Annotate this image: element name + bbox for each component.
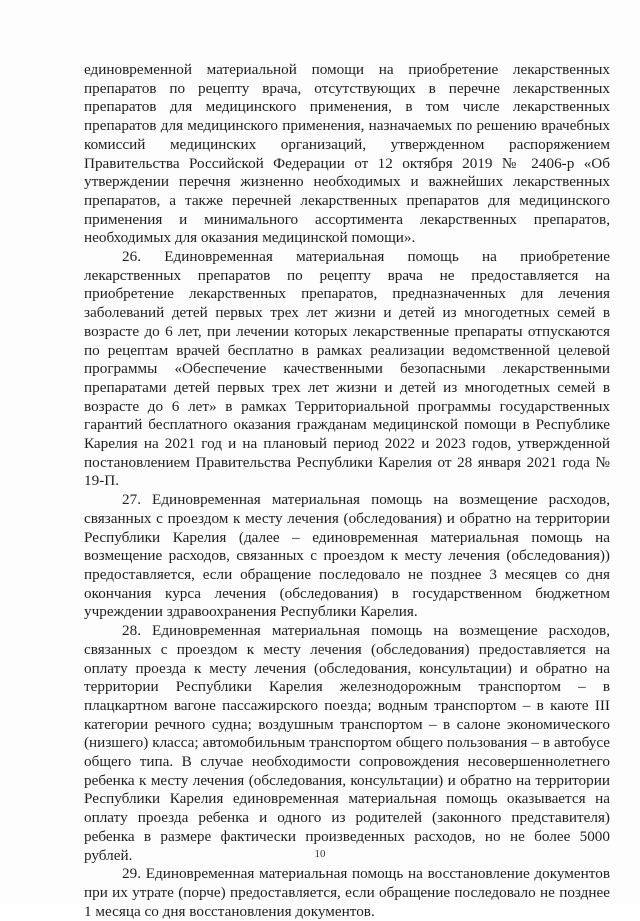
paragraph-item-27: 27. Единовременная материальная помощь на возмещение расходов, связанных с проездом к месту лечения (обследования) и обратно на территории Республики Карелия (далее – единовременная материальная помощь на возмещение расходов, связанных с проездом к месту лечения (обследования)) предоставляется, если обращение последовало не позднее 3 месяцев со дня окончания курса лечения (обследования) в государственном бюджетном учреждении здравоохранения Республики Карелия. (84, 491, 610, 621)
paragraph-item-26: 26. Единовременная материальная помощь на приобретение лекарственных препаратов по рецепту врача не предоставляется на приобретение лекарственных препаратов, предназначенных для лечения заболеваний детей первых трех лет жизни и детей из многодетных семей в возрасте до 6 лет, при лечении которых лекарственные препараты отпускаются по рецептам врачей бесплатно в рамках реализации ведомственной целевой программы «Обеспечение качественными безопасными лекарственными препаратами детей первых трех лет жизни и детей из многодетных семей в возрасте до 6 лет» в рамках Территориальной программы государственных гарантий бесплатного оказания гражданам медицинской помощи в Республике Карелия на 2021 год и на плановый период 2022 и 2023 годов, утвержденной постановлением Правительства Республики Карелия от 28 января 2021 года № 19-П. (84, 248, 610, 490)
paragraph-item-28: 28. Единовременная материальная помощь на возмещение расходов, связанных с проездом к месту лечения (обследования) предоставляется на оплату проезда к месту лечения (обследования, консультации) и обратно на территории Республики Карелия железнодорожным транспортом – в плацкартном вагоне пассажирского поезда; водным транспортом – в каюте III категории речного судна; воздушным транспортом – в салоне экономического (низшего) класса; автомобильным транспортом общего пользования – в автобусе общего типа. В случае необходимости сопровождения несовершеннолетнего ребенка к месту лечения (обследования, консультации) и обратно на территории Республики Карелия единовременная материальная помощь оказывается на оплату проезда ребенка и одного из родителей (законного представителя) ребенка в размере фактически произведенных расходов, но не более 5000 рублей. (84, 622, 610, 864)
document-body (84, 61, 610, 921)
page-number: 10 (314, 848, 326, 860)
paragraph-item-29: 29. Единовременная материальная помощь на восстановление документов при их утрате (порче) предоставляется, если обращение последовало не позднее 1 месяца со дня восстановления документов. (84, 865, 610, 920)
paragraph-continuation: единовременной материальной помощи на приобретение лекарственных препаратов по рецепту врача, отсутствующих в перечне лекарственных препаратов для медицинского применения, в том числе лекарственных препаратов для медицинского применения, назначаемых по решению врачебных комиссий медицинских организаций, утвержденном распоряжением Правительства Российской Федерации от 12 октября 2019 № 2406-р «Об утверждении перечня жизненно необходимых и важнейших лекарственных препаратов, а также перечней лекарственных препаратов для медицинского применения и минимального ассортимента лекарственных препаратов, необходимых для оказания медицинской помощи». (84, 61, 610, 247)
